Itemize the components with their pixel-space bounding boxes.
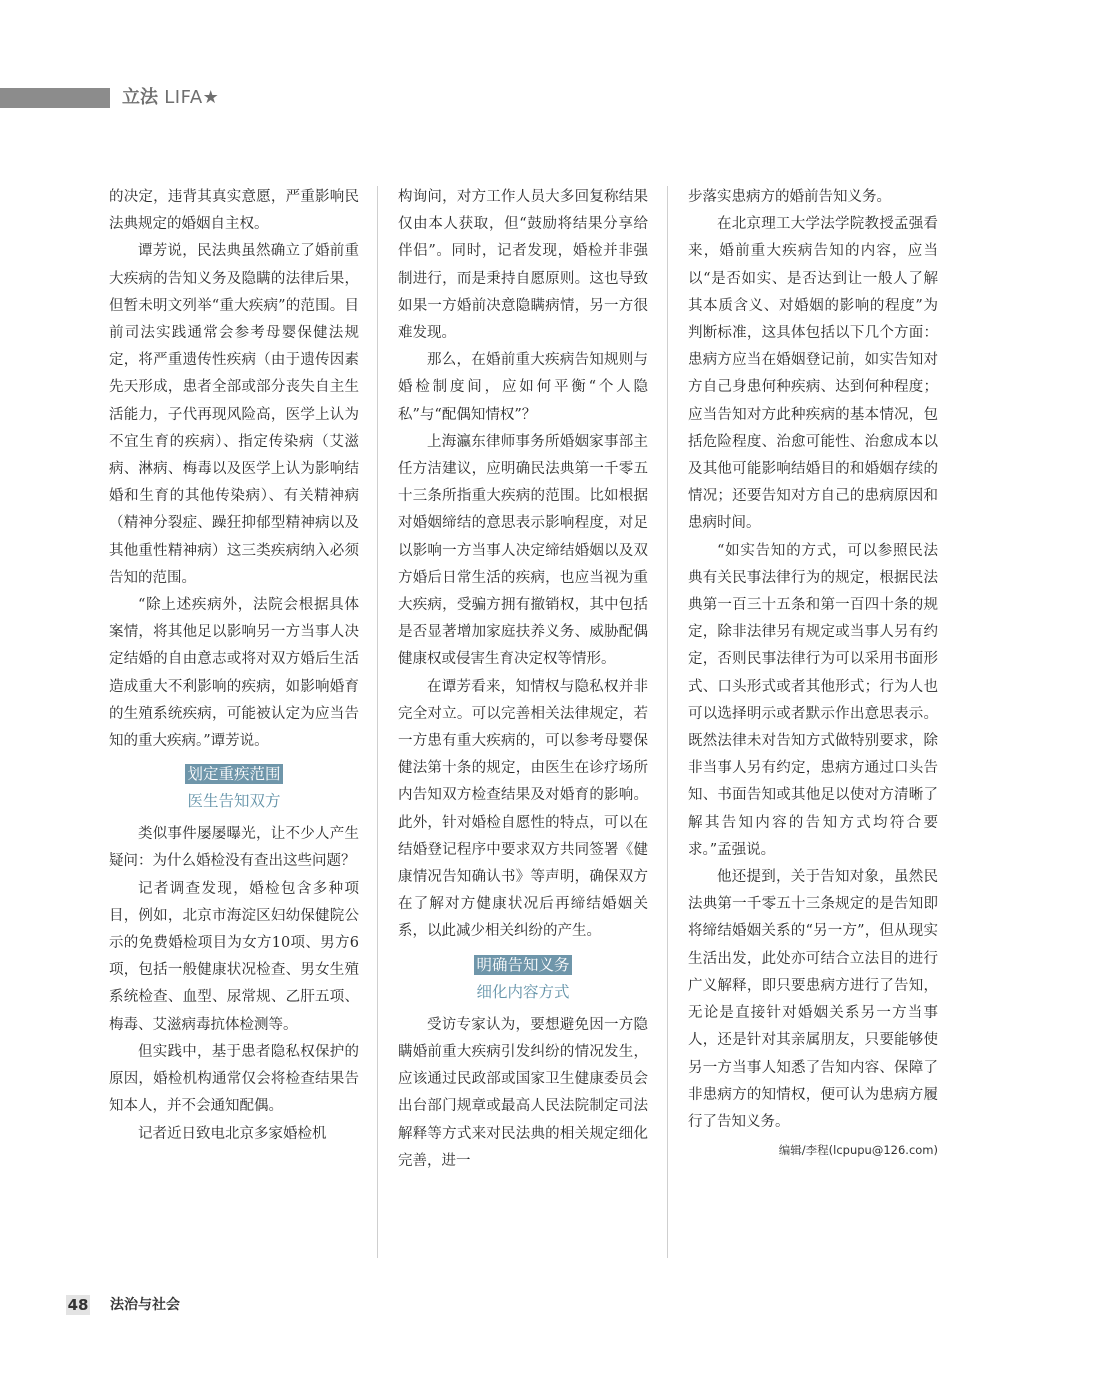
paragraph: 的决定，违背其真实意愿，严重影响民法典规定的婚姻自主权。 xyxy=(109,189,359,233)
editor-credit: 编辑/李程(lcpupu@126.com) xyxy=(778,1143,938,1158)
paragraph: 他还提到，关于告知对象，虽然民法典第一千零五十三条规定的是告知即将缔结婚姻关系的“另一方”，但从现实生活出发，此处亦可结合立法目的进行广义解释，即只要患病方进行了告知，无论是直接针对婚姻关系另一方当事人，还是针对其亲属朋友，只要能够使另一方当事人知悉了告知内容、保障了非患病方的知情权，便可认为患病方履行了告知义务。 xyxy=(688,869,938,1130)
article-column-1 xyxy=(109,184,359,1148)
section-header-bar xyxy=(0,88,110,108)
article-column-3 xyxy=(688,184,938,1160)
column-divider xyxy=(667,186,668,1258)
subheading-line-1: 明确告知义务 xyxy=(476,955,570,974)
star-icon: ★ xyxy=(202,87,219,108)
paragraph: “如实告知的方式，可以参照民法典有关民事法律行为的规定，根据民法典第一百三十五条和第一百四十条的规定，除非法律另有规定或当事人另有约定，否则民事法律行为可以采用书面形式、口头形式或者其他形式；行为人也可以选择明示或者默示作出意思表示。既然法律未对告知方式做特别要求，除非当事人另有约定，患病方通过口头告知、书面告知或其他足以使对方清晰了解其告知内容的告知方式均符合要求。”孟强说。 xyxy=(688,542,938,858)
subheading xyxy=(398,952,648,1006)
paragraph: 那么，在婚前重大疾病告知规则与婚检制度间，应如何平衡“个人隐私”与“配偶知情权”？ xyxy=(398,352,648,423)
section-title xyxy=(122,85,219,111)
section-title-cn: 立法 xyxy=(122,87,158,108)
paragraph: 记者调查发现，婚检包含多种项目，例如，北京市海淀区妇幼保健院公示的免费婚检项目为女方10项、男方6项，包括一般健康状况检查、男女生殖系统检查、血型、尿常规、乙肝五项、梅毒、艾滋病毒抗体检测等。 xyxy=(109,880,359,1033)
subheading xyxy=(109,761,359,815)
paragraph: 记者近日致电北京多家婚检机 xyxy=(138,1125,327,1142)
paragraph: 在谭芳看来，知情权与隐私权并非完全对立。可以完善相关法律规定，若一方患有重大疾病的，可以参考母婴保健法第十条的规定，由医生在诊疗场所内告知双方检查结果及对婚育的影响。此外，针对婚检自愿性的特点，可以在结婚登记程序中要求双方共同签署《健康情况告知确认书》等声明，确保双方在了解对方健康状况后再缔结婚姻关系，以此减少相关纠纷的产生。 xyxy=(398,678,648,940)
subheading-line-2: 医生告知双方 xyxy=(187,792,281,811)
column-divider xyxy=(377,186,378,1258)
paragraph: 上海瀛东律师事务所婚姻家事部主任方洁建议，应明确民法典第一千零五十三条所指重大疾病的范围。比如根据对婚姻缔结的意思表示影响程度，对足以影响一方当事人决定缔结婚姻以及双方婚后日常生活的疾病，也应当视为重大疾病，受骗方拥有撤销权，其中包括是否显著增加家庭扶养义务、威胁配偶健康权或侵害生育决定权等情形。 xyxy=(398,433,648,668)
paragraph: 构询问，对方工作人员大多回复称结果仅由本人获取，但“鼓励将结果分享给伴侣”。同时，记者发现，婚检并非强制进行，而是秉持自愿原则。这也导致如果一方婚前决意隐瞒病情，另一方很难发现。 xyxy=(398,189,648,342)
paragraph: 谭芳说，民法典虽然确立了婚前重大疾病的告知义务及隐瞒的法律后果，但暂未明文列举“重大疾病”的范围。目前司法实践通常会参考母婴保健法规定，将严重遗传性疾病（由于遗传因素先天形成，患者全部或部分丧失自主生活能力，子代再现风险高，医学上认为不宜生育的疾病）、指定传染病（艾滋病、淋病、梅毒以及医学上认为影响结婚和生育的其他传染病）、有关精神病（精神分裂症、躁狂抑郁型精神病以及其他重性精神病）这三类疾病纳入必须告知的范围。 xyxy=(109,243,359,586)
magazine-title: 法治与社会 xyxy=(110,1297,180,1313)
paragraph: “除上述疾病外，法院会根据具体案情，将其他足以影响另一方当事人决定结婚的自由意志或将对双方婚后生活造成重大不利影响的疾病，如影响婚育的生殖系统疾病，可能被认定为应当告知的重大疾病。”谭芳说。 xyxy=(109,597,359,750)
paragraph: 类似事件屡屡曝光，让不少人产生疑问：为什么婚检没有查出这些问题？ xyxy=(109,826,359,870)
article-column-2 xyxy=(398,184,648,1175)
subheading-line-2: 细化内容方式 xyxy=(476,982,570,1001)
subheading-line-1: 划定重疾范围 xyxy=(187,765,281,784)
paragraph: 受访专家认为，要想避免因一方隐瞒婚前重大疾病引发纠纷的情况发生，应该通过民政部或国家卫生健康委员会出台部门规章或最高人民法院制定司法解释等方式来对民法典的相关规定细化完善，进一 xyxy=(398,1016,648,1169)
section-title-en: LIFA xyxy=(164,87,203,108)
paragraph: 但实践中，基于患者隐私权保护的原因，婚检机构通常仅会将检查结果告知本人，并不会通知配偶。 xyxy=(109,1043,359,1115)
paragraph: 在北京理工大学法学院教授孟强看来，婚前重大疾病告知的内容，应当以“是否如实、是否达到让一般人了解其本质含义、对婚姻的影响的程度”为判断标准，这具体包括以下几个方面：患病方应当在婚姻登记前，如实告知对方自己身患何种疾病、达到何种程度；应当告知对方此种疾病的基本情况，包括危险程度、治愈可能性、治愈成本以及其他可能影响结婚目的和婚姻存续的情况；还要告知对方自己的患病原因和患病时间。 xyxy=(688,216,938,532)
paragraph: 步落实患病方的婚前告知义务。 xyxy=(688,189,891,205)
page-number: 48 xyxy=(67,1296,89,1314)
